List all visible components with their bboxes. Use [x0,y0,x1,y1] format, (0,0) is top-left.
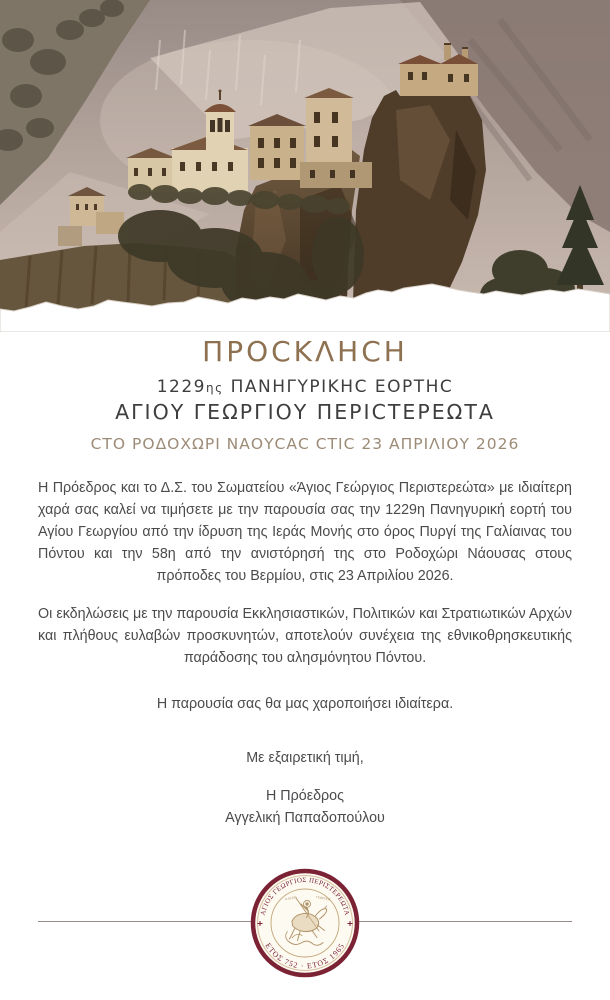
salutation: Με εξαιρετική τιμή, [246,750,364,766]
signature-role: Η Πρόεδρος [265,788,344,804]
feast-number-suffix: ης [205,381,224,395]
feast-number: 1229 [156,377,206,397]
signature-block [38,785,572,829]
signature-name: Αγγελική Παπαδοπούλου [225,810,385,826]
seal-inner-label-right: ΓΕΩΡΓΙΟΣ [315,895,331,902]
seal-inner-label-left: Ο ΑΓΙΟΣ [284,895,298,902]
paragraph-closing: Η παρουσία σας θα μας χαροποιήσει ιδιαίτερα. [156,696,454,712]
event-place-date: CΤΟ ΡΟΔΟΧΩΡΙ ΝΑΟΥCΑC CΤΙC 23 ΑΠΡΙΛΙΟΥ 2026 [90,435,520,453]
page-title: ΠΡΟCΚΛΗCΗ [202,335,408,368]
subtitle-line-2: ΑΓΙΟΥ ΓΕΩΡΓΙΟΥ ΠΕΡΙCΤΕΡΕΩΤΑ [115,400,495,424]
seal-bottom-text: ΕΤΟΣ 752 · ΕΤΟΣ 1965 [263,941,347,971]
subtitle-line-1 [0,377,610,397]
paragraph-invitation: Η Πρόεδρος και το Δ.Σ. του Σωματείου «Άγιος Γεώργιος Περιστερεώτα» με ιδιαίτερη χαρά σας καλεί να τιμήσετε με την παρουσία σας την 1229η Πανηγυρική εορτή του Αγίου Γεωργίου από την ίδρυση της Ιεράς Μονής στο όρος Πυργί της Γαλίαινας του Πόντου και την 58η από την ανιστόρησή της στο Ροδοχώρι Νάουσας στους πρόποδες του Βερμίου, στις 23 Απριλίου 2026. [38,480,572,584]
seal-emblem [244,862,366,984]
monastery-photo [0,0,610,332]
subtitle-line-1-text: ΠΑΝΗΓΥΡΙΚΗC ΕΟΡΤΗC [230,377,454,397]
seal-top-text: ΑΓΙΟΣ ΓΕΩΡΓΙΟΣ ΠΕΡΙΣΤΕΡΕΩΤΑ [259,876,351,917]
paragraph-events: Οι εκδηλώσεις με την παρουσία Εκκλησιαστικών, Πολιτικών και Στρατιωτικών Αρχών και πλήθους ευλαβών προσκυνητών, αποτελούν συνέχεια της εθνικοθρησκευτικής παράδοσης του αλησμόνητου Πόντου. [38,606,572,666]
